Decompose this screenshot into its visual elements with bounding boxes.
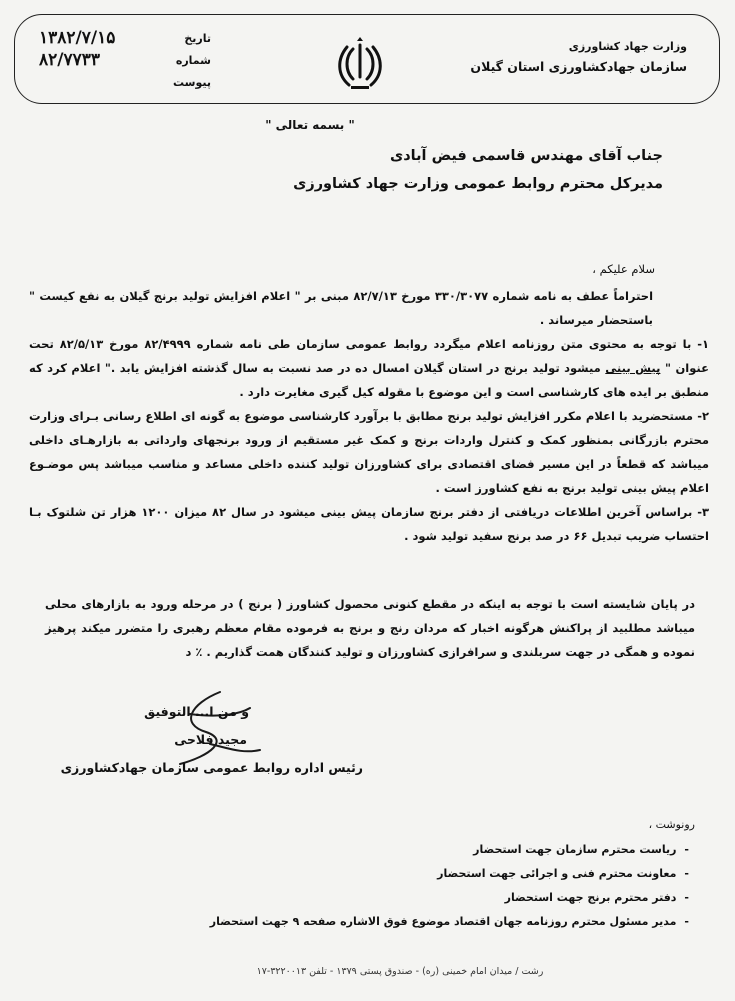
letterhead [14,14,720,104]
letter-body [29,284,709,548]
date-row [39,27,211,49]
body-item-1-underlined: پیش بینی [605,361,661,375]
cc-heading: رونوشت ، [648,818,695,831]
addressee-line1: جناب آقای مهندس قاسمی فیض آبادی [389,148,663,164]
greeting: سلام علیکم ، [592,262,655,276]
bismillah: " بسمه تعالی " [265,118,355,132]
number-row [39,49,211,71]
cc-item: - ریاست محترم سازمان جهت استحضار [210,838,689,862]
iran-emblem-icon [337,37,383,93]
ministry-name: وزارت جهاد کشاورزی [568,40,687,53]
attachment-label: پیوست [173,75,211,89]
signatory-title: رئیس اداره روابط عمومی سازمان جهادکشاورزی [60,760,363,775]
number-value: ۸۲/۷۷۳۳ [39,50,100,70]
ministry-header [470,37,687,77]
body-item-1-start: ۱- با توجه به محتوی متن روزنامه اعلام میگردد روابط عمومی سازمان طی نامه شماره ۸۲/۴۹۹۹ مورخ ۸۲/۵/۱۳ تحت عنوان " [29,337,709,375]
signature-closing: و من ا... التوفیق [144,704,249,719]
addressee-line2: مدیرکل محترم روابط عمومی وزارت جهاد کشاورزی [293,176,663,192]
cc-list [210,838,689,934]
organization-name: سازمان جهادکشاورزی استان گیلان [470,59,687,74]
date-label: تاریخ [184,31,211,45]
body-item-1 [29,332,709,404]
cc-item: - مدیر مسئول محترم روزنامه جهان اقتصاد موضوع فوق الاشاره صفحه ۹ جهت استحضار [210,910,689,934]
date-value: ۱۳۸۲/۷/۱۵ [39,28,116,48]
letter-meta [39,27,211,93]
number-label: شماره [175,53,211,67]
cc-item: - معاونت محترم فنی و اجرائی جهت استحضار [210,862,689,886]
body-item-3: ۳- براساس آخرین اطلاعات دریافتی از دفتر برنج سازمان پیش بینی میشود در سال ۸۲ میزان ۱۲۰۰ هزار تن شلتوک بـا احتساب ضریب تبدیل ۶۶ در صد برنج سفید تولید شود . [29,505,710,543]
footer-address: رشت / میدان امام خمینی (ره) - صندوق پستی ۱۳۷۹ - تلفن ۳۲۲۰۰۱۳-۱۷ [256,966,544,977]
attachment-row [39,71,211,93]
signatory-name: مجید فلاحی [174,732,247,747]
body-intro: احتراماً عطف به نامه شماره ۳۳۰/۳۰۷۷ مورخ ۸۲/۷/۱۳ مبنی بر " اعلام افزایش تولید برنج گیلان به نفع کیست " باستحضار میرساند . [29,289,654,327]
closing-paragraph: در پایان شایسته است با توجه به اینکه در مقطع کنونی محصول کشاورز ( برنج ) در مرحله ورود به بازارهای محلی میباشد مطلبید از پراکنش هرگونه اخبار که مردان رنج و برنج به فرموده مقام معظم رهبری را متضرر میکند پرهیز نموده و همگی در جهت سربلندی و سرافرازی کشاورزان و تولید کنندگان همت گذاریم . ٪ د [45,597,695,659]
body-item-1-end: میشود تولید برنج در استان گیلان امسال ده در صد نسبت به سال گذشته افزایش یابد ." اعلام کرد که منطبق بر ایده های کارشناسی است و این موضوع با مقوله کیل گیری مغایرت دارد . [29,361,709,399]
cc-item: - دفتر محترم برنج جهت استحضار [210,886,689,910]
body-item-2: ۲- مستحضرید با اعلام مکرر افزایش تولید برنج مطابق با برآورد کارشناسی موضوع به گونه ای اطلاع رسانی بـرای وزارت محترم بازرگانی بمنظور کمک و کنترل واردات برنج و کمک غیر مستقیم از ورود برنجهای وارداتی به بازارهـای داخلی میباشد که قطعاً در این مسیر فضای اقتصادی برای کشاورزان تولید کننده داخلی مساعد و مناسب میباشد پس موضـوع اعلام پیش بینی تولید برنج به نفع کشاورز است . [29,409,709,495]
